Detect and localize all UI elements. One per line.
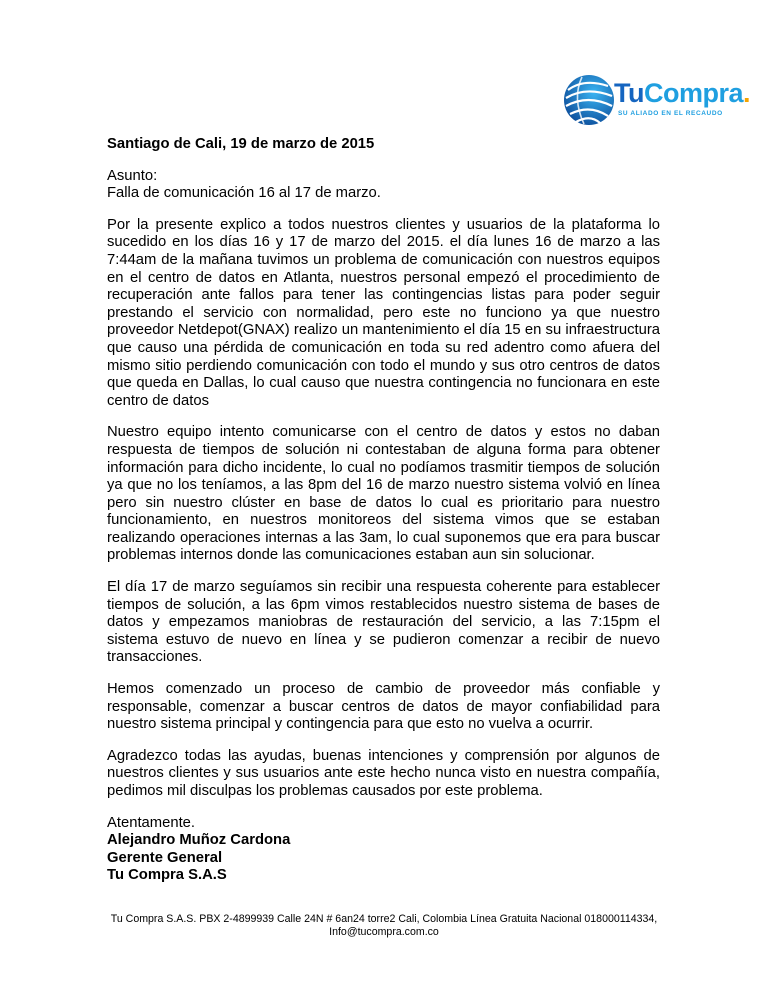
footer-address-line: Tu Compra S.A.S. PBX 2-4899939 Calle 24N # 6an24 torre2 Cali, Colombia Línea Gratuita Nacional 018000114334, (110, 913, 658, 925)
logo-wordmark (614, 77, 750, 109)
logo-wordmark-compra: Compra (643, 78, 743, 108)
paragraph-2: Nuestro equipo intento comunicarse con el centro de datos y estos no daban respuesta de tiempos de solución ni contestaban de alguna forma para obtener información para dicho incidente, lo cual no podíamos trasmitir tiempos de solución ya que no los teníamos, a las 8pm del 16 de marzo nuestro sistema volvió en línea pero sin nuestro clúster en base de datos lo cual es prioritario para nuestro funcionamiento, en nuestros monitoreos del sistema vimos que se estaban realizando operaciones internas a las 3am, lo cual suponemos que era para buscar problemas internos donde las comunicaciones estaban aun sin solucionar. (107, 424, 660, 564)
signer-name: Alejandro Muñoz Cardona (107, 832, 291, 849)
paragraph-1: Por la presente explico a todos nuestros clientes y usuarios de la plataforma lo sucedido en los días 16 y 17 de marzo del 2015. el día lunes 16 de marzo a las 7:44am de la mañana tuvimos un problema de comunicación con nuestros equipos en el centro de datos en Atlanta, nuestros personal empezó el procedimiento de recuperación ante fallos para tener las contingencias listas para poder seguir prestando el servicio con normalidad, pero este no funciono ya que nuestro proveedor Netdepot(GNAX) realizo un mantenimiento el día 15 en su infraestructura que causo una pérdida de comunicación en toda su red adentro como afuera del mismo sitio perdiendo comunicación con todo el mundo y sus otro centros de datos que queda en Dallas, lo cual causo que nuestra contingencia no funcionara en este centro de datos (107, 216, 660, 409)
logo-wordmark-dot: . (743, 78, 751, 108)
logo-tagline: SU ALIADO EN EL RECAUDO (618, 110, 723, 117)
paragraph-5: Agradezco todas las ayudas, buenas intenciones y comprensión por algunos de nuestros clientes y sus usuarios ante este hecho nunca visto en nuestra compañía, pedimos mil disculpas los problemas causados por este problema. (107, 747, 660, 799)
logo-wordmark-tu: Tu (614, 78, 644, 108)
letter-body (107, 136, 660, 885)
footer-email: Info@tucompra.com.co (329, 926, 439, 938)
globe-swirl-icon (562, 68, 614, 136)
paragraph-4: Hemos comenzado un proceso de cambio de proveedor más confiable y responsable, comenzar a buscar centros de datos de mayor confiabilidad para nuestro sistema principal y contingencia para que esto no vuelva a ocurrir. (107, 681, 660, 733)
closing: Atentamente. (107, 814, 196, 831)
signer-company: Tu Compra S.A.S (107, 867, 227, 884)
subject-label: Asunto: (107, 167, 158, 184)
signer-title: Gerente General (107, 849, 223, 866)
company-logo (562, 68, 762, 144)
subject-text: Falla de comunicación 16 al 17 de marzo. (107, 185, 381, 202)
date-line: Santiago de Cali, 19 de marzo de 2015 (107, 136, 375, 152)
footer (100, 913, 668, 939)
paragraph-3: El día 17 de marzo seguíamos sin recibir una respuesta coherente para establecer tiempos de solución, a las 6pm vimos restablecidos nuestro sistema de bases de datos y empezamos maniobras de restauración del servicio, a las 7:15pm el sistema estuvo de nuevo en línea y se pudieron comenzar a recibir de nuevo transacciones. (107, 579, 660, 666)
